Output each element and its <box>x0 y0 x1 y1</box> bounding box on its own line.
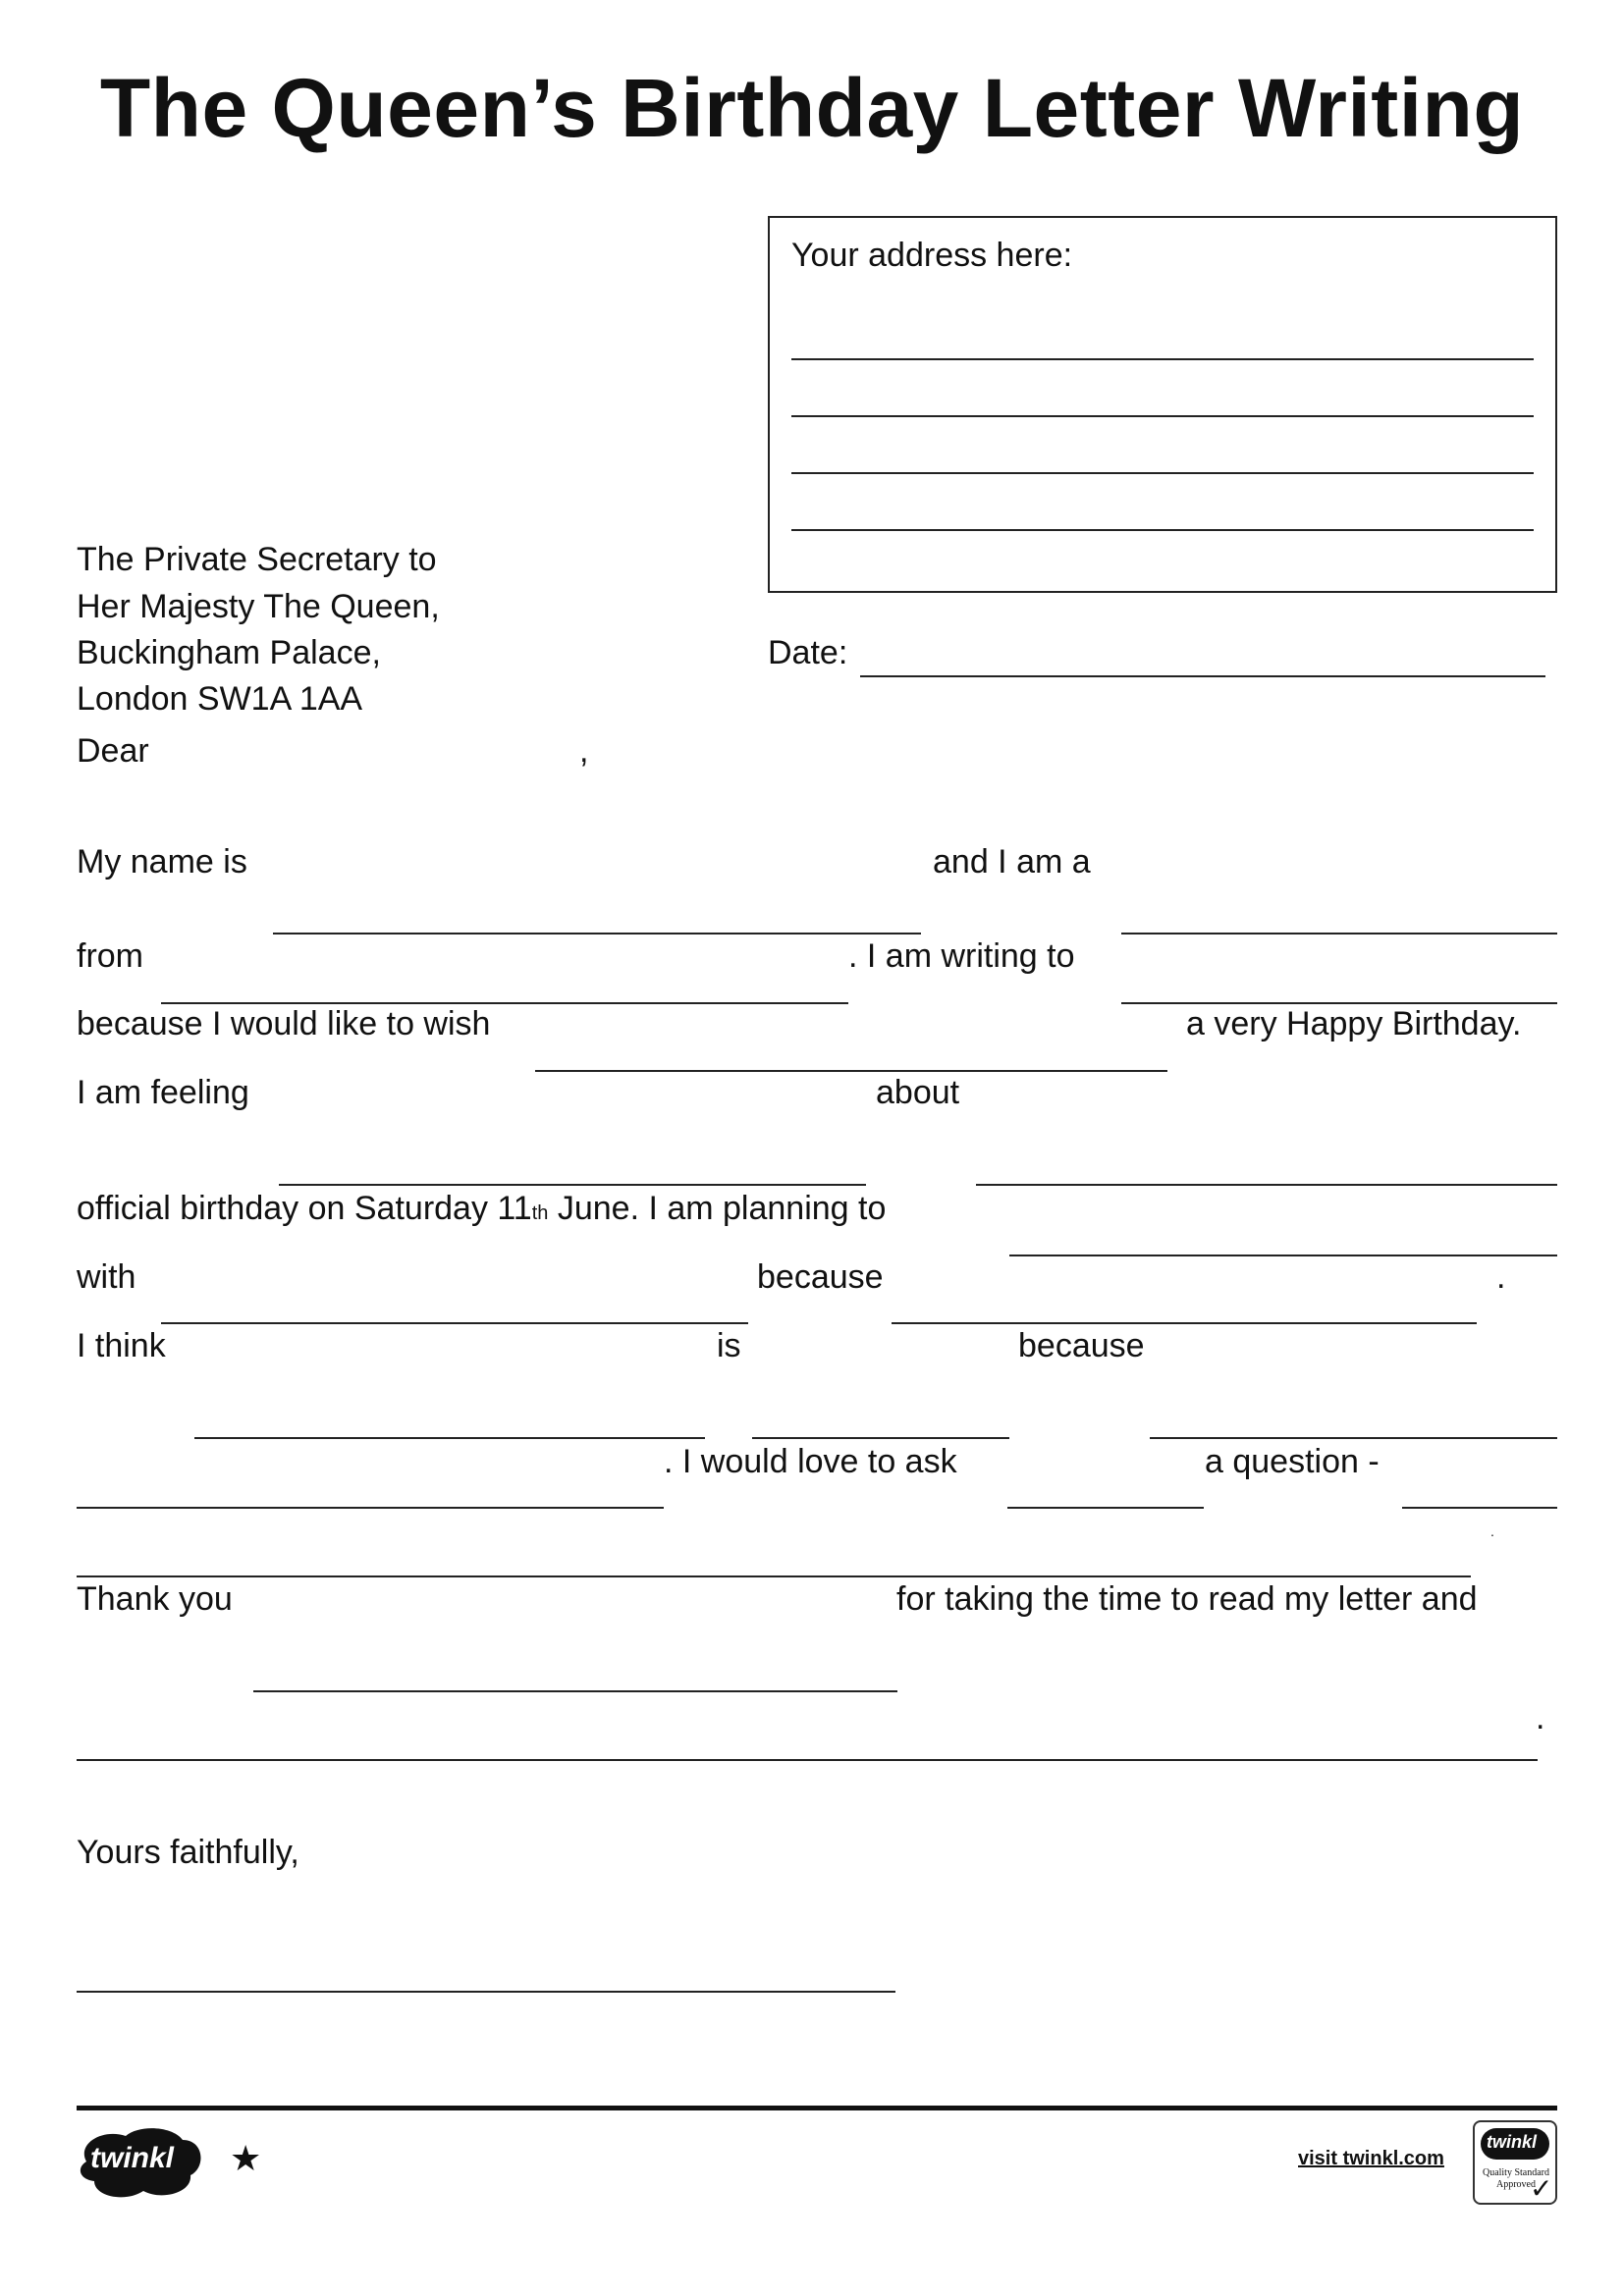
thank-you-text: Thank you <box>77 1580 233 1618</box>
with-text: with <box>77 1258 136 1296</box>
badge-logo-text: twinkl <box>1487 2132 1538 2152</box>
question-blank-1[interactable] <box>1402 1507 1557 1509</box>
recipient-line-4: London SW1A 1AA <box>77 680 363 718</box>
because-text-1: because <box>757 1258 884 1296</box>
about-blank[interactable] <box>976 1184 1557 1186</box>
period-2: . <box>1536 1699 1545 1736</box>
signature-line[interactable] <box>77 1991 895 1993</box>
with-blank[interactable] <box>161 1322 748 1324</box>
address-line-2[interactable] <box>791 415 1534 417</box>
official-birthday-text: official birthday on Saturday 11th June. I am planning to <box>77 1190 887 1227</box>
period-1: . <box>1496 1258 1506 1296</box>
a-question-text: a question - <box>1205 1443 1380 1480</box>
address-line-3[interactable] <box>791 472 1534 474</box>
is-blank[interactable] <box>752 1437 1009 1439</box>
and-i-am-a-text: and I am a <box>933 843 1091 881</box>
from-text: from <box>77 937 143 975</box>
planning-blank[interactable] <box>1009 1255 1557 1256</box>
recipient-line-2: Her Majesty The Queen, <box>77 588 440 625</box>
ordinal-th: th <box>531 1202 549 1224</box>
quality-badge <box>1473 2120 1557 2205</box>
star-icon: ★ <box>230 2138 262 2178</box>
about-text: about <box>876 1074 960 1111</box>
thank-you-blank[interactable] <box>253 1690 897 1692</box>
i-am-feeling-text: I am feeling <box>77 1074 249 1111</box>
checkmark-icon: ✓ <box>1530 2173 1553 2204</box>
yours-faithfully-text: Yours faithfully, <box>77 1834 299 1871</box>
name-blank[interactable] <box>273 933 921 934</box>
because-wish-text: because I would like to wish <box>77 1005 491 1042</box>
page-title: The Queen’s Birthday Letter Writing <box>99 62 1525 154</box>
writing-to-text: . I am writing to <box>848 937 1075 975</box>
recipient-line-1: The Private Secretary to <box>77 541 437 578</box>
recipient-line-3: Buckingham Palace, <box>77 634 381 671</box>
visit-twinkl-link[interactable]: visit twinkl.com <box>1298 2148 1444 2169</box>
address-line-4[interactable] <box>791 529 1534 531</box>
wish-blank[interactable] <box>535 1070 1167 1072</box>
because-text-2: because <box>1018 1327 1145 1364</box>
twinkl-logo[interactable] <box>75 2122 206 2201</box>
date-label: Date: <box>768 634 848 671</box>
for-taking-text: for taking the time to read my letter and <box>896 1580 1478 1618</box>
date-line[interactable] <box>860 675 1545 677</box>
i-think-text: I think <box>77 1327 166 1364</box>
dear-comma: , <box>579 732 589 770</box>
feeling-blank[interactable] <box>279 1184 866 1186</box>
love-to-ask-text: . I would love to ask <box>664 1443 957 1480</box>
address-label: Your address here: <box>791 237 1073 274</box>
my-name-is-text: My name is <box>77 843 247 881</box>
closing-blank[interactable] <box>77 1759 1538 1761</box>
question-blank-2[interactable] <box>77 1575 1471 1577</box>
happy-birthday-text: a very Happy Birthday. <box>1186 1005 1522 1042</box>
footer-rule <box>77 2106 1557 2110</box>
because-blank-1[interactable] <box>892 1322 1477 1324</box>
address-box <box>768 216 1557 593</box>
badge-line-1: Quality Standard <box>1482 2167 1550 2178</box>
small-dot: . <box>1490 1523 1494 1539</box>
age-blank[interactable] <box>1121 933 1557 934</box>
because-blank-2[interactable] <box>1150 1437 1557 1439</box>
i-think-blank[interactable] <box>194 1437 705 1439</box>
address-line-1[interactable] <box>791 358 1534 360</box>
is-text: is <box>717 1327 741 1364</box>
ask-who-blank[interactable] <box>1007 1507 1204 1509</box>
dear-label: Dear <box>77 732 149 770</box>
twinkl-logo-text: twinkl <box>90 2142 175 2174</box>
badge-line-2: Approved <box>1496 2179 1536 2190</box>
reason-blank[interactable] <box>77 1507 664 1509</box>
